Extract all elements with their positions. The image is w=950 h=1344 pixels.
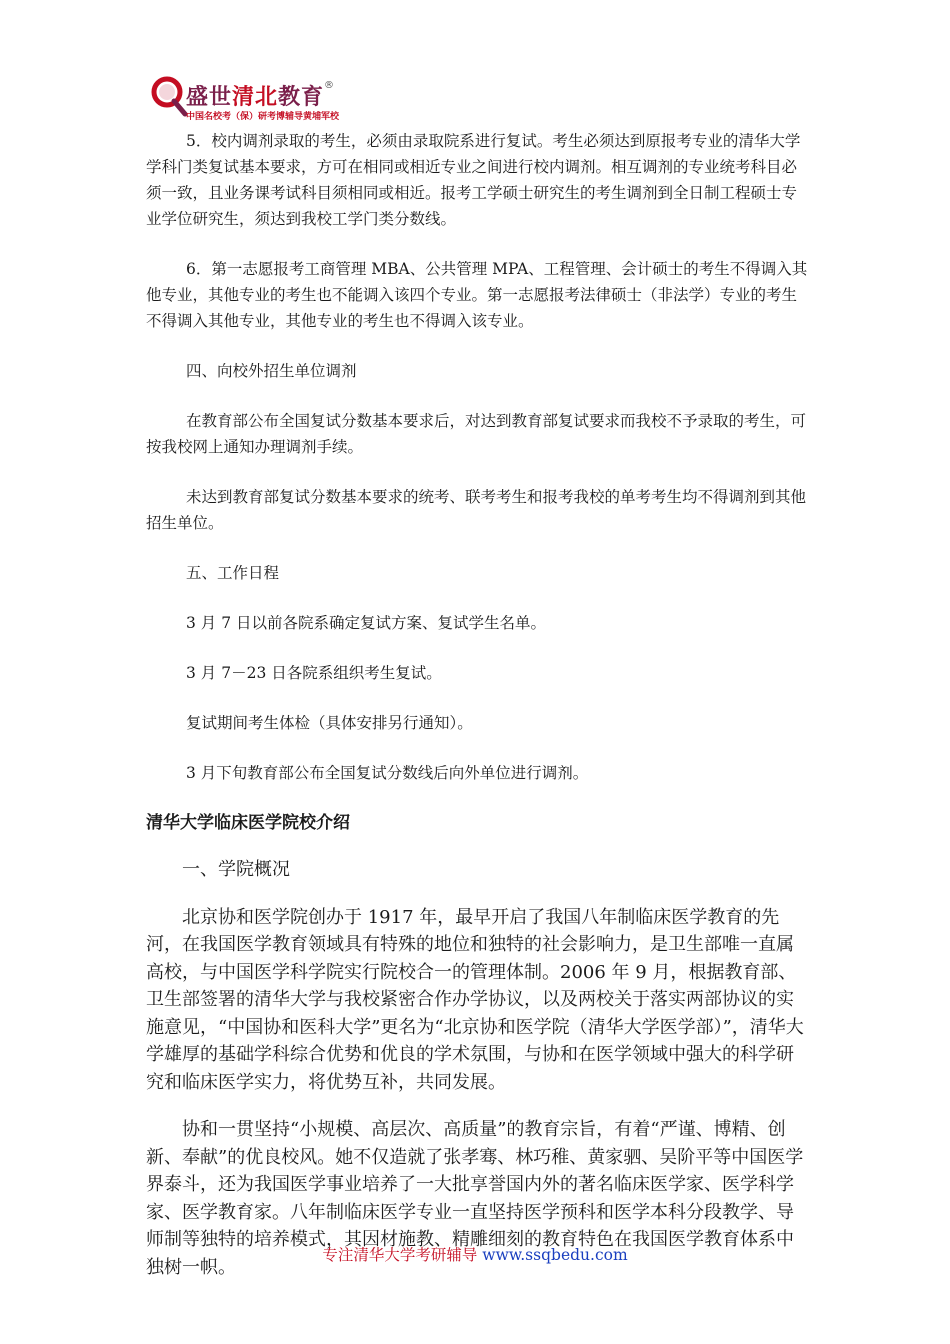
heading-college-overview: 一、学院概况 [182, 859, 290, 880]
footer-text: 专注清华大学考研辅导 [322, 1246, 478, 1264]
paragraph-history: 北京协和医学院创办于 1917 年，最早开启了我国八年制临床医学教育的先河，在我国医学教育领域具有特殊的地位和独特的社会影响力，是卫生部唯一直属高校，与中国医学科学院实行院校合一的管理体制。2006 年 9 月，根据教育部、卫生部签署的清华大学与我校紧密合作办学协议，以及两校关于落实两部协议的实施意见，“中国协和医科大学”更名为“北京协和医学院（清华大学医学部）”，清华大学雄厚的基础学科综合优势和优良的学术氛围，与协和在医学领域中强大的科学研究和临床医学实力，将优势互补，共同发展。 [146, 906, 804, 1093]
q-magnifier-icon [150, 76, 188, 118]
schedule-item-3: 复试期间考生体检（具体安排另行通知）。 [186, 714, 473, 732]
paragraph-tradition: 协和一贯坚持“小规模、高层次、高质量”的教育宗旨，有着“严谨、博精、创新、奉献”的优良校风。她不仅造就了张孝骞、林巧稚、黄家驷、吴阶平等中国医学界泰斗，还为我国医学事业培养了一大批享誉国内外的著名临床医学家、医学科学家、医学教育家。八年制临床医学专业一直坚持医学预科和医学本科分段教学、导师制等独特的培养模式，其因材施教、精雕细刻的教育特色在我国医学教育体系中独树一帜。 [146, 1119, 804, 1278]
heading-four: 四、向校外招生单位调剂 [186, 362, 357, 380]
schedule-item-4: 3 月下旬教育部公布全国复试分数线后向外单位进行调剂。 [186, 764, 589, 782]
schedule-item-1: 3 月 7 日以前各院系确定复试方案、复试学生名单。 [186, 614, 547, 632]
schedule-item-2: 3 月 7－23 日各院系组织考生复试。 [186, 664, 442, 682]
document-body [146, 128, 810, 1281]
paragraph-not-eligible: 未达到教育部复试分数基本要求的统考、联考考生和报考我校的单考考生均不得调剂到其他招生单位。 [146, 488, 807, 532]
section-title: 清华大学临床医学院校介绍 [146, 813, 350, 833]
heading-five: 五、工作日程 [186, 564, 280, 582]
page-footer [0, 1243, 950, 1265]
footer-link[interactable]: www.ssqbedu.com [482, 1246, 628, 1264]
brand-subtitle: 中国名校考（保）研考博辅导黄埔军校 [186, 112, 340, 122]
paragraph-item-5: 5．校内调剂录取的考生，必须由录取院系进行复试。考生必须达到原报考专业的清华大学学科门类复试基本要求，方可在相同或相近专业之间进行校内调剂。相互调剂的专业统考科目必须一致，且业务课考试科目须相同或相近。报考工学硕士研究生的考生调剂到全日制工程硕士专业学位研究生，须达到我校工学门类分数线。 [146, 132, 801, 228]
brand-logo [150, 76, 370, 126]
registered-mark: ® [324, 80, 336, 91]
paragraph-item-6: 6．第一志愿报考工商管理 MBA、公共管理 MPA、工程管理、会计硕士的考生不得调入其他专业，其他专业的考生也不能调入该四个专业。第一志愿报考法律硕士（非法学）专业的考生不得调入其他专业，其他专业的考生也不得调入该专业。 [146, 260, 808, 330]
paragraph-outside-adjust: 在教育部公布全国复试分数基本要求后，对达到教育部复试要求而我校不予录取的考生，可按我校网上通知办理调剂手续。 [146, 412, 807, 456]
brand-name: 盛世清北教育® [186, 80, 336, 110]
